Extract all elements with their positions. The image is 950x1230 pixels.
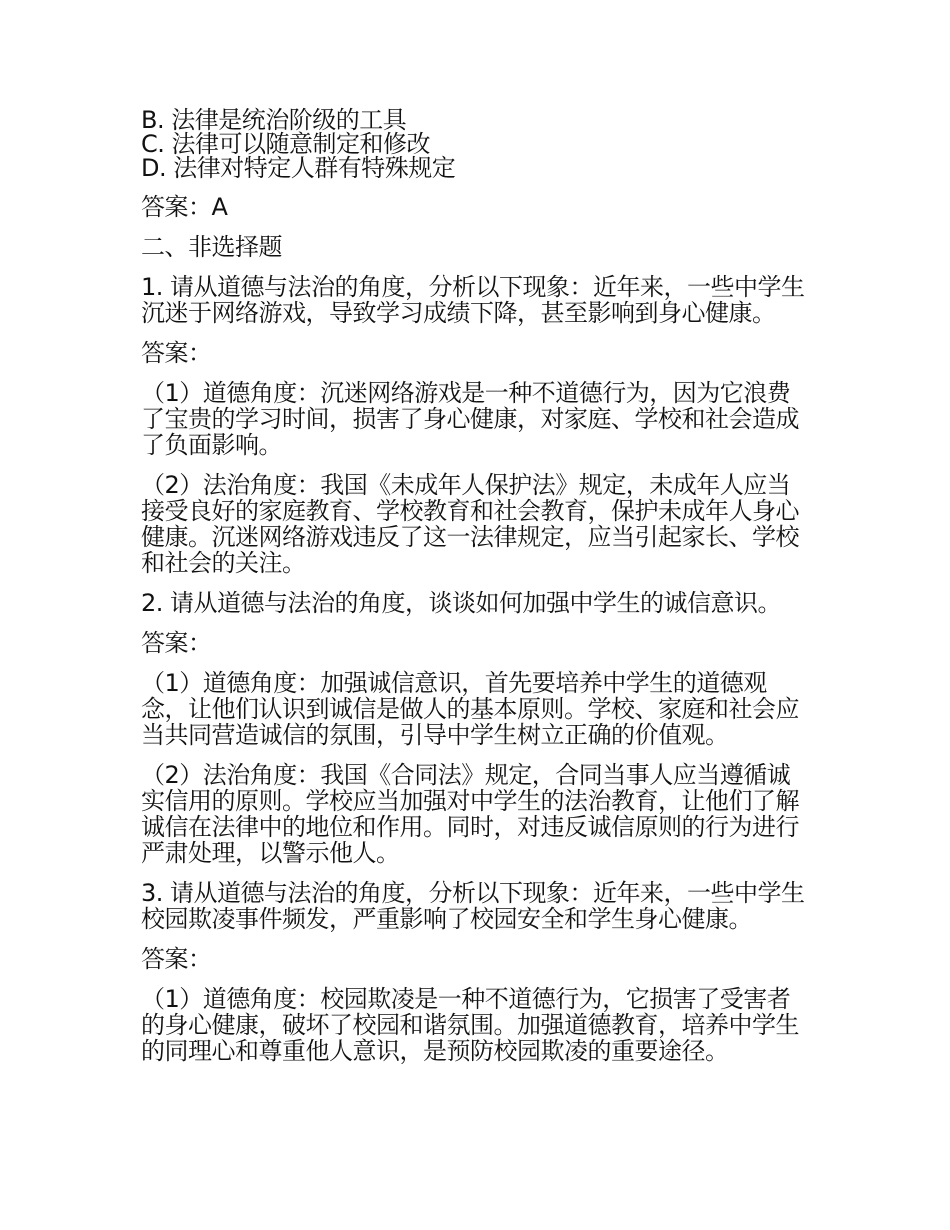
option-c: C. 法律可以随意制定和修改 [141, 130, 431, 158]
choice-answer: 答案：A [141, 193, 228, 221]
option-b: B. 法律是统治阶级的工具 [141, 106, 407, 134]
answer-label: 答案： [141, 339, 212, 367]
section-title: 二、非选择题 [141, 233, 282, 261]
answer-point: （1）道德角度：校园欺凌是一种不道德行为，它损害了受害者的身心健康，破坏了校园和谐氛围。加强道德教育，培养中学生的同理心和尊重他人意识，是预防校园欺凌的重要途径。 [141, 985, 799, 1065]
answer-point: （1）道德角度：加强诚信意识，首先要培养中学生的道德观念，让他们认识到诚信是做人的基本原则。学校、家庭和社会应当共同营造诚信的氛围，引导中学生树立正确的价值观。 [141, 669, 799, 749]
answer-label: 答案： [141, 945, 212, 973]
answer-point: （2）法治角度：我国《未成年人保护法》规定，未成年人应当接受良好的家庭教育、学校教育和社会教育，保护未成年人身心健康。沉迷网络游戏违反了这一法律规定，应当引起家长、学校和社会的关注。 [141, 471, 799, 577]
choice-options [141, 108, 813, 180]
question-1 [141, 274, 813, 576]
question-2 [141, 590, 813, 866]
question-3 [141, 880, 813, 1064]
answer-point: （1）道德角度：沉迷网络游戏是一种不道德行为，因为它浪费了宝贵的学习时间，损害了身心健康，对家庭、学校和社会造成了负面影响。 [141, 379, 799, 459]
question-prompt: 3. 请从道德与法治的角度，分析以下现象：近年来，一些中学生校园欺凌事件频发，严重影响了校园安全和学生身心健康。 [141, 879, 805, 933]
document-page [141, 108, 813, 1078]
answer-point: （2）法治角度：我国《合同法》规定，合同当事人应当遵循诚实信用的原则。学校应当加强对中学生的法治教育，让他们了解诚信在法律中的地位和作用。同时，对违反诚信原则的行为进行严肃处理，以警示他人。 [141, 761, 799, 867]
answer-label: 答案： [141, 629, 212, 657]
question-prompt: 2. 请从道德与法治的角度，谈谈如何加强中学生的诚信意识。 [141, 589, 782, 617]
question-prompt: 1. 请从道德与法治的角度，分析以下现象：近年来，一些中学生沉迷于网络游戏，导致学习成绩下降，甚至影响到身心健康。 [141, 273, 805, 327]
option-d: D. 法律对特定人群有特殊规定 [141, 154, 456, 182]
